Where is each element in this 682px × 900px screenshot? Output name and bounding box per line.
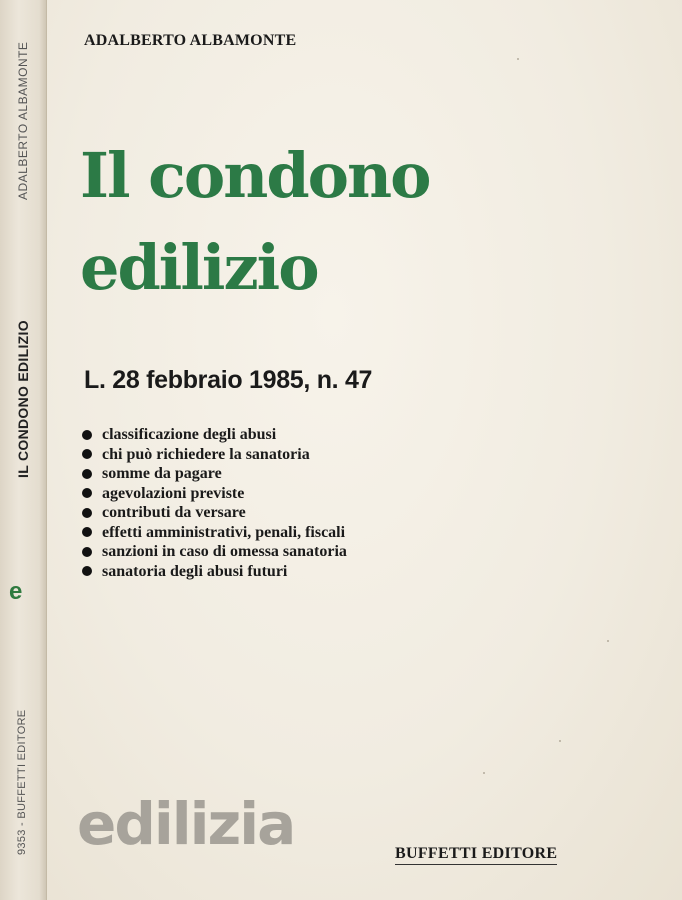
- topic-text: sanatoria degli abusi futuri: [102, 562, 288, 580]
- law-reference: L. 28 febbraio 1985, n. 47: [84, 366, 373, 394]
- paper-speck: [517, 58, 519, 60]
- list-item: [82, 542, 347, 562]
- topic-text: contributi da versare: [102, 504, 246, 521]
- topic-text: agevolazioni previste: [102, 484, 245, 502]
- spine-publisher: 9353 - BUFFETTI EDITORE: [16, 709, 28, 855]
- list-item: [82, 464, 347, 484]
- list-item: [82, 445, 347, 465]
- list-item: [82, 425, 347, 445]
- list-item: [82, 562, 347, 582]
- bullet-icon: [82, 430, 92, 440]
- book-title: [80, 130, 429, 314]
- book-spine: [0, 0, 47, 900]
- bullet-icon: [82, 488, 92, 498]
- spine-author: ADALBERTO ALBAMONTE: [16, 41, 30, 200]
- title-line-1: Il condono: [80, 139, 430, 212]
- bullet-icon: [82, 449, 92, 459]
- list-item: [82, 523, 347, 543]
- bullet-icon: [82, 527, 92, 537]
- publisher-logo-icon: e: [9, 578, 23, 605]
- topic-text: chi può richiedere la sanatoria: [102, 445, 310, 463]
- topic-text: somme da pagare: [102, 465, 222, 482]
- cover-publisher: BUFFETTI EDITORE: [395, 845, 557, 865]
- topic-text: classificazione degli abusi: [102, 426, 277, 443]
- bullet-icon: [82, 566, 92, 576]
- title-line-2: edilizio: [80, 231, 318, 304]
- topic-list: [82, 425, 347, 581]
- front-cover: [47, 0, 682, 900]
- cover-author: ADALBERTO ALBAMONTE: [84, 32, 297, 49]
- spine-title: IL CONDONO EDILIZIO: [15, 320, 31, 478]
- list-item: [82, 503, 347, 523]
- paper-speck: [607, 640, 609, 642]
- paper-speck: [559, 740, 561, 742]
- topic-text: effetti amministrativi, penali, fiscali: [102, 523, 346, 541]
- bullet-icon: [82, 469, 92, 479]
- series-name: edilizia: [77, 790, 295, 858]
- list-item: [82, 484, 347, 504]
- paper-speck: [483, 772, 485, 774]
- topic-text: sanzioni in caso di omessa sanatoria: [102, 543, 347, 560]
- bullet-icon: [82, 547, 92, 557]
- bullet-icon: [82, 508, 92, 518]
